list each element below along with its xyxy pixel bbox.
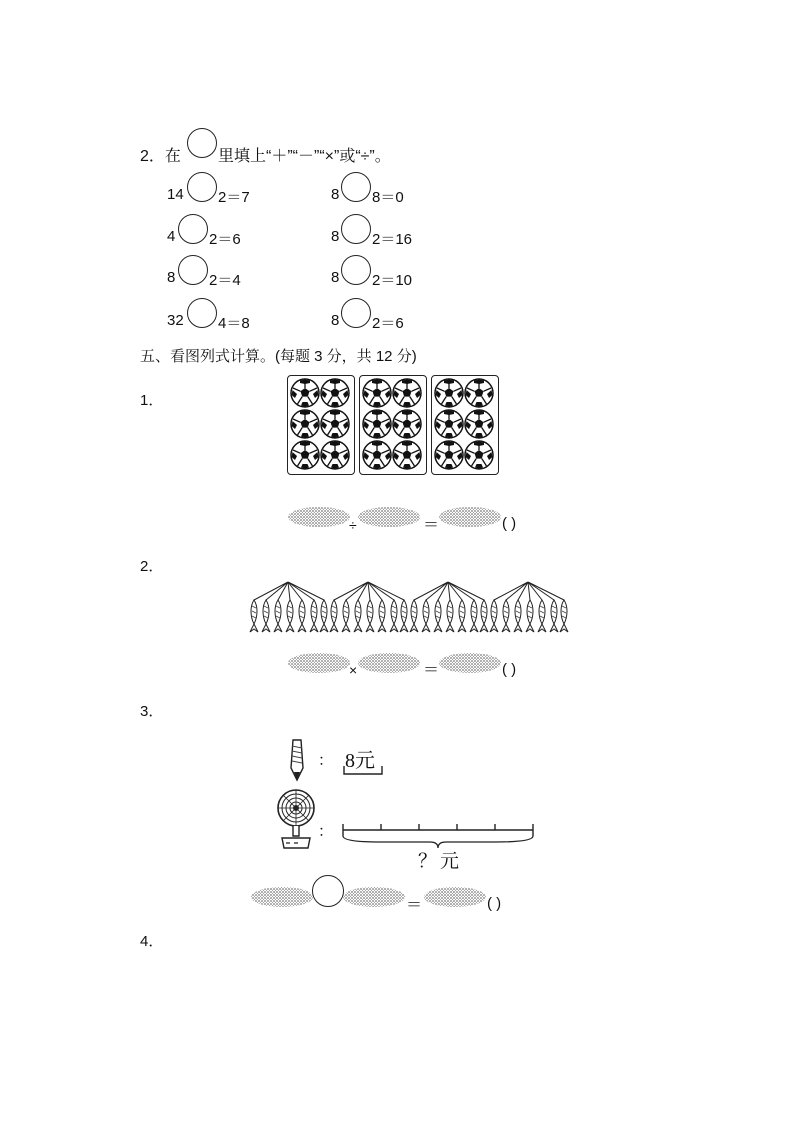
operator-sign: ÷ <box>349 517 357 533</box>
unknown-total: ？元 <box>418 851 463 872</box>
equals-sign: ＝ <box>406 897 423 914</box>
unit-bracket <box>343 764 385 776</box>
equation-rest: 2＝6 <box>372 315 404 332</box>
answer-paren[interactable]: ( ) <box>487 895 502 912</box>
operator-circle[interactable] <box>312 875 344 907</box>
colon: ： <box>318 752 334 769</box>
unit-price: 8元 <box>345 750 375 772</box>
q2-instruction: 里填上“＋”“－”“×”或“÷”。 <box>218 148 391 165</box>
equation-rest: 8＝0 <box>372 189 404 206</box>
equation-rest: 4＝8 <box>218 315 250 332</box>
fish-bunch-icon <box>410 582 488 632</box>
answer-paren[interactable]: ( ) <box>502 661 517 678</box>
colon: ： <box>318 823 334 840</box>
operator-sign: × <box>349 662 358 678</box>
operand: 8 <box>331 312 340 329</box>
operand: 4 <box>167 228 176 245</box>
equals-sign: ＝ <box>423 662 440 679</box>
equation-rest: 2＝4 <box>209 272 241 289</box>
operand: 8 <box>167 269 176 286</box>
pencil-icon <box>288 738 308 782</box>
problem-number: 2． <box>140 558 164 575</box>
operand: 8 <box>331 228 340 245</box>
q2-label: 2．在 <box>140 148 181 165</box>
answer-paren[interactable]: ( ) <box>502 515 517 532</box>
fish-bunch-icon <box>490 582 568 632</box>
problem-number: 1． <box>140 392 164 409</box>
operand: 32 <box>167 312 184 329</box>
equation-rest: 2＝16 <box>372 231 413 248</box>
fish-bunch-icon <box>330 582 408 632</box>
operand: 14 <box>167 186 184 203</box>
answer-blank <box>251 887 313 907</box>
operand: 8 <box>331 186 340 203</box>
equation-rest: 2＝7 <box>218 189 250 206</box>
problem-number: 4． <box>140 933 164 950</box>
equals-sign: ＝ <box>423 517 440 534</box>
desk-fan-icon <box>276 788 316 852</box>
equation-rest: 2＝6 <box>209 231 241 248</box>
operand: 8 <box>331 269 340 286</box>
answer-blank <box>424 887 486 907</box>
fish-bunch-icon <box>250 582 328 632</box>
answer-blank <box>343 887 405 907</box>
equation-rest: 2＝10 <box>372 272 413 289</box>
problem-number: 3． <box>140 703 164 720</box>
section-heading: 五、看图列式计算。(每题 3 分，共 12 分) <box>140 348 417 365</box>
